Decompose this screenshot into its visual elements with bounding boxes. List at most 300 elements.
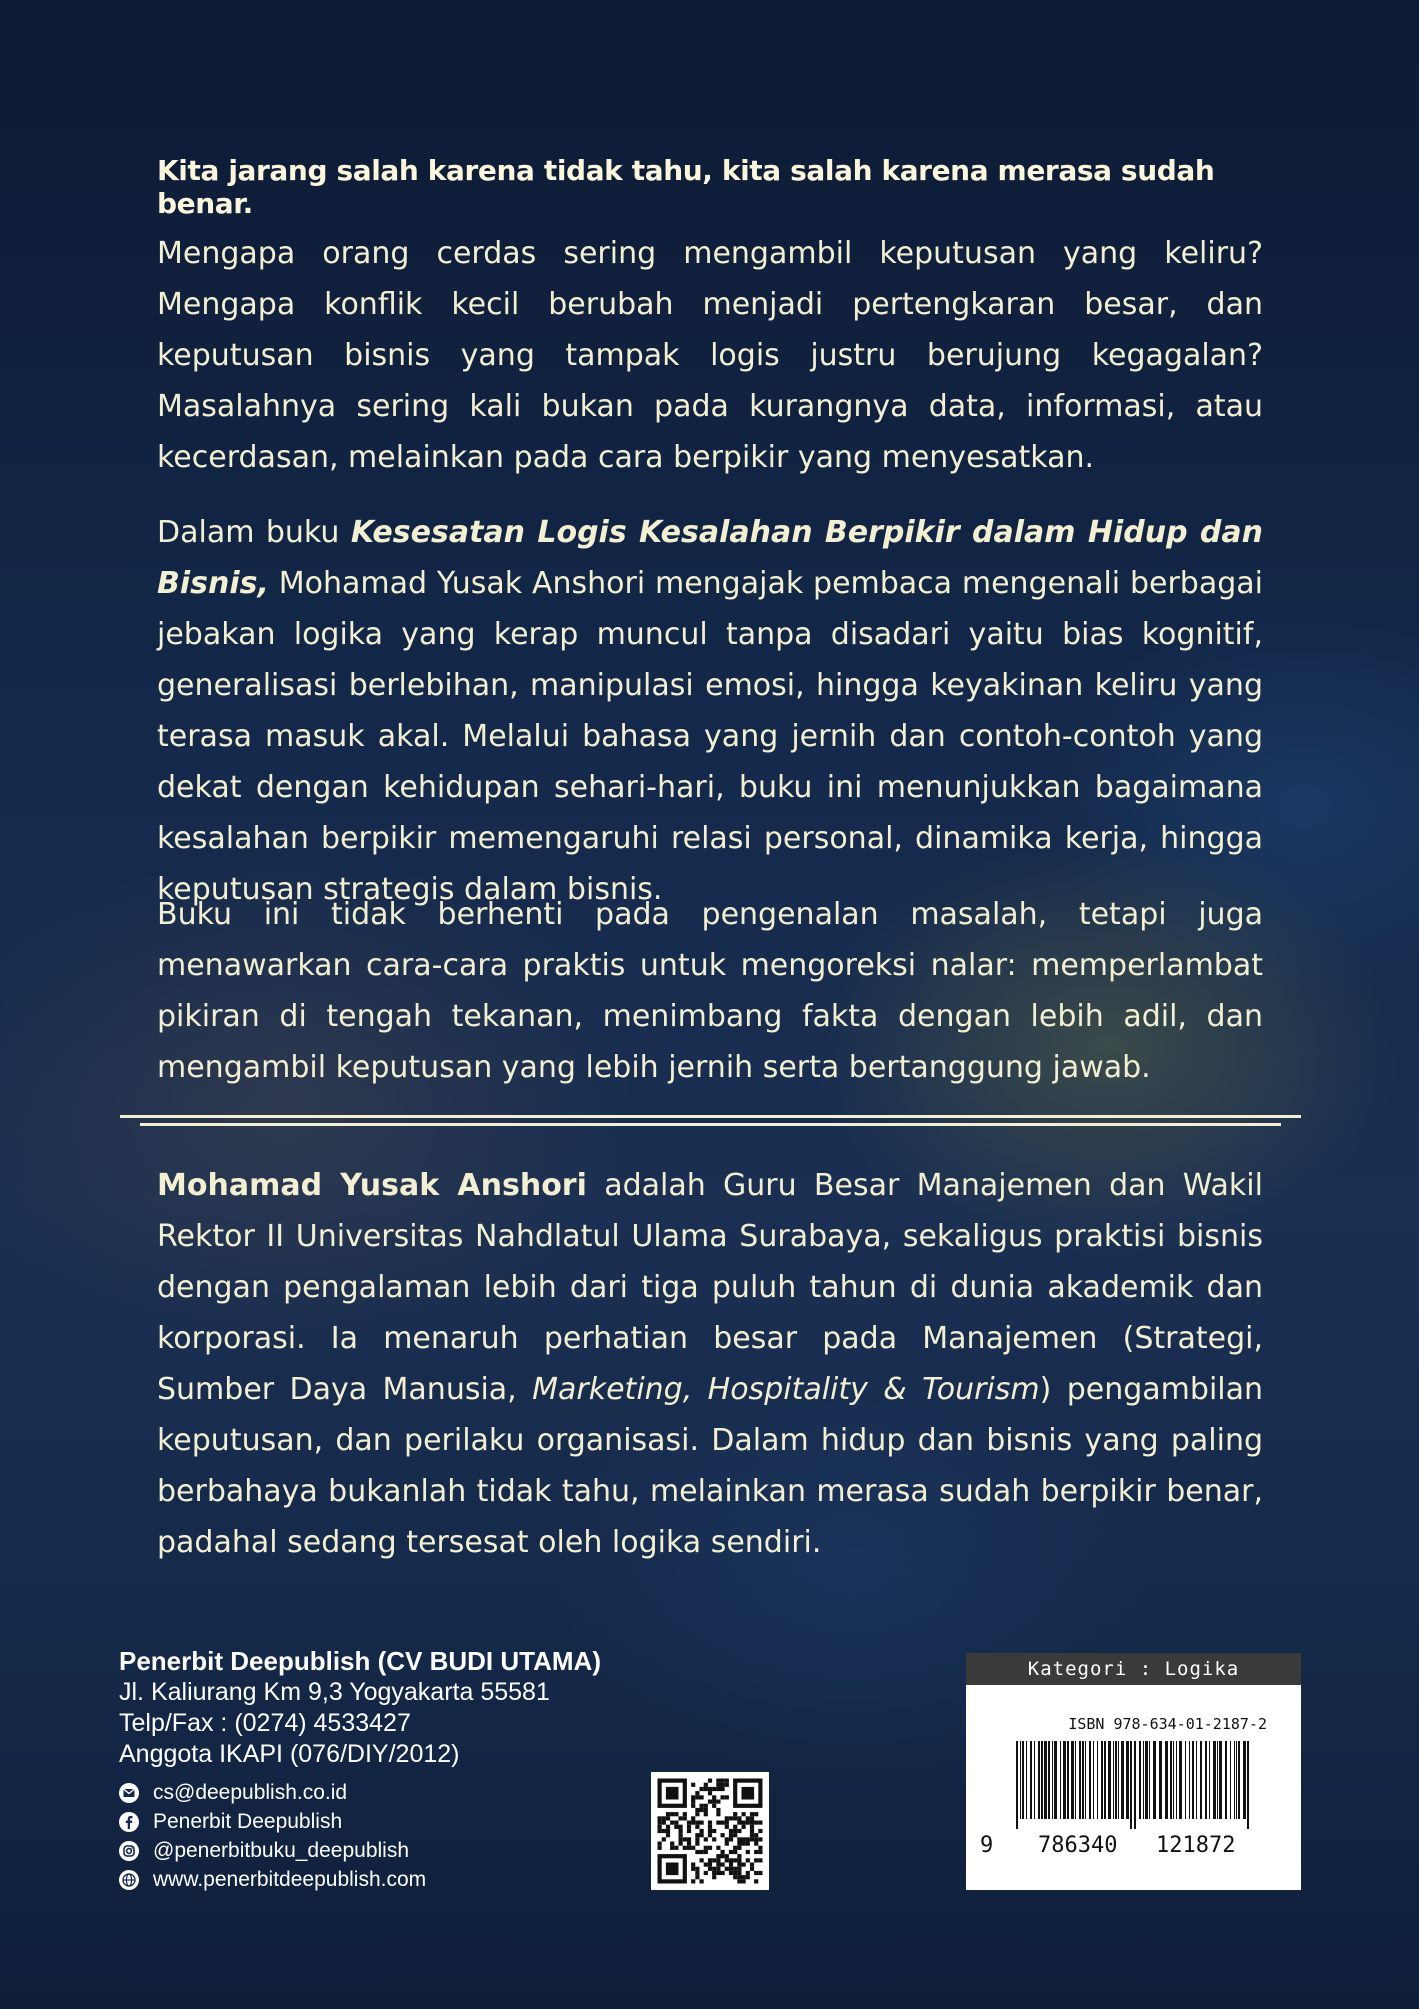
qr-module [737,1816,741,1820]
author-name: Mohamad Yusak Anshori [157,1168,587,1203]
barcode-bar [1126,1741,1129,1819]
qr-module [700,1833,704,1837]
qr-module [662,1837,666,1841]
qr-module [687,1842,691,1846]
qr-module [712,1829,716,1833]
barcode-bar [1234,1741,1235,1819]
qr-module [674,1821,678,1825]
qr-module [716,1787,720,1791]
qr-module [742,1825,746,1829]
contact-facebook [119,1807,601,1836]
qr-module [742,1863,746,1867]
qr-module [691,1804,695,1808]
qr-module [695,1833,699,1837]
qr-module [716,1800,720,1804]
qr-module [754,1842,758,1846]
qr-module [725,1867,729,1871]
qr-module [754,1837,758,1841]
qr-module [725,1795,729,1799]
qr-module [700,1821,704,1825]
qr-module [695,1842,699,1846]
qr-module [725,1783,729,1787]
qr-module [729,1837,733,1841]
qr-module [691,1846,695,1850]
qr-module [695,1821,699,1825]
divider-top-line [120,1115,1301,1118]
qr-code[interactable] [651,1772,769,1890]
email-icon [119,1783,139,1803]
qr-module [691,1795,695,1799]
paragraph-1-text: Mengapa orang cerdas sering mengambil keputusan yang keliru? Mengapa konflik kecil berubah menjadi pertengkaran besar, dan keputusan bisnis yang tampak logis justru berujung kegagalan? Masalahnya sering kali bukan pada kurangnya data, informasi, atau kecerdasan, melainkan pada cara berpikir yang menyesatkan. [157,236,1263,475]
qr-module [704,1783,708,1787]
qr-module [733,1829,737,1833]
qr-module [704,1846,708,1850]
publisher-address: Jl. Kaliurang Km 9,3 Yogyakarta 55581 [119,1678,550,1706]
qr-module [716,1783,720,1787]
barcode-bar [1030,1741,1032,1819]
barcode-bar [1101,1741,1103,1819]
barcode-bar [1097,1741,1098,1819]
qr-module [733,1867,737,1871]
website-text[interactable]: www.penerbitdeepublish.com [153,1867,427,1891]
qr-module [708,1787,712,1791]
barcode-right-digits: 121872 [1156,1833,1236,1858]
qr-module [742,1875,746,1879]
qr-module [750,1837,754,1841]
paragraph-2-rest: Mohamad Yusak Anshori mengajak pembaca mengenali berbagai jebakan logika yang kerap muncul tanpa disadari yaitu bias kognitif, generalisasi berlebihan, manipulasi emosi, hingga keyakinan keliru yang terasa masuk akal. Melalui bahasa yang jernih dan contoh-contoh yang dekat dengan kehidupan sehari-hari, buku ini menunjukkan bagaimana kesalahan berpikir memengaruhi relasi personal, dinamika kerja, hingga keputusan strategis dalam bisnis. [157,566,1263,907]
paragraph-3-text: Buku ini tidak berhenti pada pengenalan masalah, tetapi juga menawarkan cara-cara praktis untuk mengoreksi nalar: memperlambat pikiran di tengah tekanan, menimbang fakta dengan lebih adil, dan mengambil keputusan yang lebih jernih serta bertanggung jawab. [157,897,1263,1085]
qr-module [737,1846,741,1850]
qr-finder-inner [666,1863,679,1876]
facebook-text[interactable]: Penerbit Deepublish [153,1809,343,1833]
qr-module [712,1871,716,1875]
qr-module [708,1863,712,1867]
qr-module [658,1821,662,1825]
qr-module [704,1812,708,1816]
publisher-name: Penerbit Deepublish (CV BUDI UTAMA) [119,1646,601,1676]
barcode-bar [1104,1741,1106,1819]
qr-module [733,1871,737,1875]
qr-module [695,1875,699,1879]
qr-module [746,1837,750,1841]
qr-module [737,1829,741,1833]
qr-module [716,1867,720,1871]
qr-module [746,1816,750,1820]
qr-module [746,1842,750,1846]
qr-module [679,1816,683,1820]
qr-module [750,1812,754,1816]
qr-module [700,1879,704,1883]
qr-module [733,1816,737,1820]
qr-module [708,1800,712,1804]
qr-module [750,1816,754,1820]
qr-module [683,1812,687,1816]
qr-module [700,1804,704,1808]
qr-module [742,1842,746,1846]
qr-module [670,1821,674,1825]
qr-module [712,1837,716,1841]
barcode-bar [1219,1741,1222,1819]
qr-module [712,1804,716,1808]
barcode-bar [1217,1741,1218,1819]
barcode-bar [1209,1741,1210,1819]
barcode-bar [1118,1741,1119,1819]
qr-module [700,1858,704,1862]
qr-module [700,1808,704,1812]
qr-module [712,1875,716,1879]
qr-module [691,1821,695,1825]
barcode-bar [1108,1741,1111,1819]
qr-module [712,1795,716,1799]
qr-module [712,1787,716,1791]
qr-module [725,1825,729,1829]
qr-module [721,1821,725,1825]
qr-module [716,1779,720,1783]
qr-module [695,1791,699,1795]
qr-module [758,1821,762,1825]
qr-module [679,1837,683,1841]
qr-module [683,1837,687,1841]
qr-module [737,1863,741,1867]
qr-module [700,1850,704,1854]
qr-module [737,1858,741,1862]
barcode-bar [1153,1741,1156,1819]
qr-module [754,1871,758,1875]
qr-module [750,1825,754,1829]
qr-module [725,1821,729,1825]
barcode-bar [1192,1741,1194,1819]
barcode-bar [1170,1741,1172,1819]
qr-module [687,1846,691,1850]
qr-module [704,1863,708,1867]
qr-module [700,1787,704,1791]
barcode-bar [1054,1741,1057,1819]
barcode-bar [1205,1741,1207,1819]
qr-code-graphic [651,1772,769,1890]
qr-module [737,1871,741,1875]
qr-module [695,1795,699,1799]
qr-module [737,1842,741,1846]
qr-module [691,1783,695,1787]
barcode-bar [1189,1741,1190,1819]
contact-email [119,1778,601,1807]
barcode-bar [1213,1741,1216,1819]
qr-module [737,1879,741,1883]
qr-module [742,1837,746,1841]
qr-module [712,1858,716,1862]
barcode-bar [1115,1741,1117,1819]
qr-module [687,1829,691,1833]
qr-module [658,1825,662,1829]
barcode-bar [1230,1741,1231,1819]
barcode-bar [1093,1741,1094,1819]
barcode-bar [1060,1741,1061,1819]
synopsis-paragraph-2 [157,507,1263,915]
qr-module [679,1842,683,1846]
qr-module [750,1821,754,1825]
qr-module [662,1821,666,1825]
barcode-bar [1020,1741,1021,1819]
qr-module [666,1825,670,1829]
qr-module [670,1842,674,1846]
qr-module [704,1787,708,1791]
qr-module [716,1854,720,1858]
barcode-bar [1130,1741,1132,1829]
qr-module [754,1821,758,1825]
qr-module [737,1867,741,1871]
barcode-bar [1075,1741,1076,1819]
qr-module [679,1825,683,1829]
qr-module [695,1812,699,1816]
contact-instagram [119,1836,601,1865]
barcode-bar [1200,1741,1202,1819]
email-text[interactable]: cs@deepublish.co.id [153,1780,348,1804]
qr-module [758,1850,762,1854]
qr-module [708,1821,712,1825]
barcode-bar [1079,1741,1081,1819]
qr-module [758,1858,762,1862]
qr-module [737,1837,741,1841]
qr-module [708,1858,712,1862]
qr-module [725,1837,729,1841]
barcode-bar [1176,1741,1177,1819]
qr-module [729,1829,733,1833]
qr-module [666,1833,670,1837]
qr-module [729,1867,733,1871]
qr-module [721,1863,725,1867]
qr-module [750,1867,754,1871]
book-title: Kesesatan Logis Kesalahan Berpikir dalam Hidup dan Bisnis, [157,515,1263,601]
barcode-left-digits: 786340 [1038,1833,1118,1858]
barcode-bars [1016,1741,1252,1829]
instagram-text[interactable]: @penerbitbuku_deepublish [153,1838,410,1862]
barcode-bar [1159,1741,1162,1819]
qr-module [716,1863,720,1867]
barcode-bar [1026,1741,1027,1819]
publisher-ikapi: Anggota IKAPI (076/DIY/2012) [119,1740,460,1768]
barcode-bar [1041,1741,1043,1819]
barcode-bar [1048,1741,1050,1819]
barcode-bar [1173,1741,1174,1819]
barcode-bar [1022,1741,1024,1819]
qr-module [658,1846,662,1850]
divider-bottom-line [140,1123,1281,1126]
qr-module [758,1871,762,1875]
qr-module [725,1854,729,1858]
qr-module [742,1812,746,1816]
barcode-bar [1067,1741,1069,1819]
qr-module [733,1833,737,1837]
publisher-info [119,1646,601,1894]
qr-module [721,1854,725,1858]
qr-module [758,1846,762,1850]
qr-module [737,1875,741,1879]
barcode-bar [1145,1741,1148,1819]
qr-module [729,1858,733,1862]
qr-module [716,1821,720,1825]
qr-module [695,1837,699,1841]
qr-module [721,1795,725,1799]
qr-module [725,1816,729,1820]
qr-module [746,1850,750,1854]
qr-finder-inner [742,1787,755,1800]
qr-module [691,1816,695,1820]
barcode-bar [1165,1741,1168,1819]
qr-module [721,1787,725,1791]
barcode-bar [1113,1741,1114,1819]
qr-module [695,1825,699,1829]
qr-module [750,1833,754,1837]
qr-module [758,1829,762,1833]
qr-module [716,1858,720,1862]
qr-module [716,1812,720,1816]
qr-module [746,1821,750,1825]
qr-module [691,1879,695,1883]
isbn-barcode-box [966,1653,1301,1890]
barcode-bar [1139,1741,1141,1819]
contact-list [119,1778,601,1894]
qr-module [733,1875,737,1879]
qr-module [754,1879,758,1883]
publisher-phone: Telp/Fax : (0274) 4533427 [119,1709,411,1737]
qr-module [737,1821,741,1825]
facebook-icon [119,1812,139,1832]
qr-module [662,1829,666,1833]
author-bio-italic: Marketing, Hospitality & Tourism [532,1372,1040,1407]
qr-module [746,1875,750,1879]
qr-module [704,1837,708,1841]
qr-module [733,1858,737,1862]
barcode-bar [1243,1741,1246,1819]
qr-module [658,1829,662,1833]
qr-module [708,1791,712,1795]
qr-module [691,1867,695,1871]
qr-module [729,1871,733,1875]
barcode-bar [1238,1741,1240,1819]
qr-module [700,1829,704,1833]
qr-module [725,1779,729,1783]
barcode-bar [1196,1741,1197,1819]
qr-module [716,1808,720,1812]
qr-module [674,1846,678,1850]
qr-module [721,1871,725,1875]
synopsis-paragraph-1 [157,228,1263,483]
author-bio [157,1160,1263,1568]
qr-module [729,1850,733,1854]
qr-module [704,1871,708,1875]
barcode-bar [1121,1741,1124,1819]
qr-module [733,1850,737,1854]
tagline: Kita jarang salah karena tidak tahu, kita salah karena merasa sudah benar. [157,154,1215,220]
barcode-bar [1082,1741,1084,1819]
qr-module [704,1850,708,1854]
qr-module [750,1863,754,1867]
qr-module [687,1837,691,1841]
qr-module [721,1833,725,1837]
instagram-icon [119,1841,139,1861]
qr-module [695,1850,699,1854]
barcode-bar [1247,1741,1249,1829]
barcode-bar [1089,1741,1091,1819]
qr-module [666,1816,670,1820]
qr-module [758,1837,762,1841]
qr-module [721,1850,725,1854]
qr-module [674,1812,678,1816]
qr-module [695,1808,699,1812]
qr-module [750,1829,754,1833]
qr-module [695,1871,699,1875]
barcode-bar [1179,1741,1182,1819]
qr-module [708,1833,712,1837]
qr-module [733,1846,737,1850]
qr-module [708,1846,712,1850]
qr-module [700,1795,704,1799]
barcode-bar [1225,1741,1227,1819]
qr-module [712,1800,716,1804]
globe-icon [119,1870,139,1890]
qr-module [687,1825,691,1829]
qr-module [754,1833,758,1837]
qr-module [662,1816,666,1820]
qr-module [754,1812,758,1816]
qr-module [704,1808,708,1812]
qr-module [729,1863,733,1867]
qr-module [708,1829,712,1833]
qr-module [729,1833,733,1837]
paragraph-2-prefix: Dalam buku [157,515,351,550]
barcode-bar [1134,1741,1136,1829]
synopsis-paragraph-3 [157,889,1263,1093]
qr-module [725,1858,729,1862]
qr-module [691,1800,695,1804]
qr-module [674,1825,678,1829]
qr-module [742,1879,746,1883]
category-label: Kategori : Logika [966,1653,1301,1685]
barcode-bar [1052,1741,1053,1819]
qr-module [721,1779,725,1783]
qr-module [725,1842,729,1846]
qr-module [704,1804,708,1808]
qr-module [670,1846,674,1850]
qr-module [666,1812,670,1816]
isbn-number: ISBN 978-634-01-2187-2 [1068,1715,1267,1733]
qr-module [729,1816,733,1820]
qr-module [683,1846,687,1850]
qr-module [666,1829,670,1833]
contact-website [119,1865,601,1894]
barcode-bar [1149,1741,1150,1819]
author-bio-part-1: adalah Guru Besar Manajemen dan Wakil Rektor II Universitas Nahdlatul Ulama Surabaya, sekaligus praktisi bisnis dengan pengalaman lebih dari tiga puluh tahun di dunia akademik dan korporasi. Ia menaruh perhatian besar pada Manajemen (Strategi, Sumber Daya Manusia, [157,1168,1263,1407]
qr-module [733,1812,737,1816]
barcode-first-digit: 9 [980,1833,994,1858]
qr-module [754,1850,758,1854]
qr-module [712,1867,716,1871]
qr-module [708,1779,712,1783]
qr-module [679,1833,683,1837]
qr-finder-inner [666,1787,679,1800]
qr-module [754,1858,758,1862]
qr-module [695,1867,699,1871]
qr-module [683,1816,687,1820]
qr-module [670,1812,674,1816]
qr-module [708,1867,712,1871]
barcode-bar [1071,1741,1074,1819]
barcode-bar [1085,1741,1086,1819]
qr-module [716,1871,720,1875]
author-bio-part-2: ) pengambilan keputusan, dan perilaku organisasi. Dalam hidup dan bisnis yang paling berbahaya bukanlah tidak tahu, melainkan merasa sudah berpikir benar, padahal sedang tersesat oleh logika sendiri. [157,1372,1264,1560]
qr-module [742,1821,746,1825]
qr-module [658,1816,662,1820]
